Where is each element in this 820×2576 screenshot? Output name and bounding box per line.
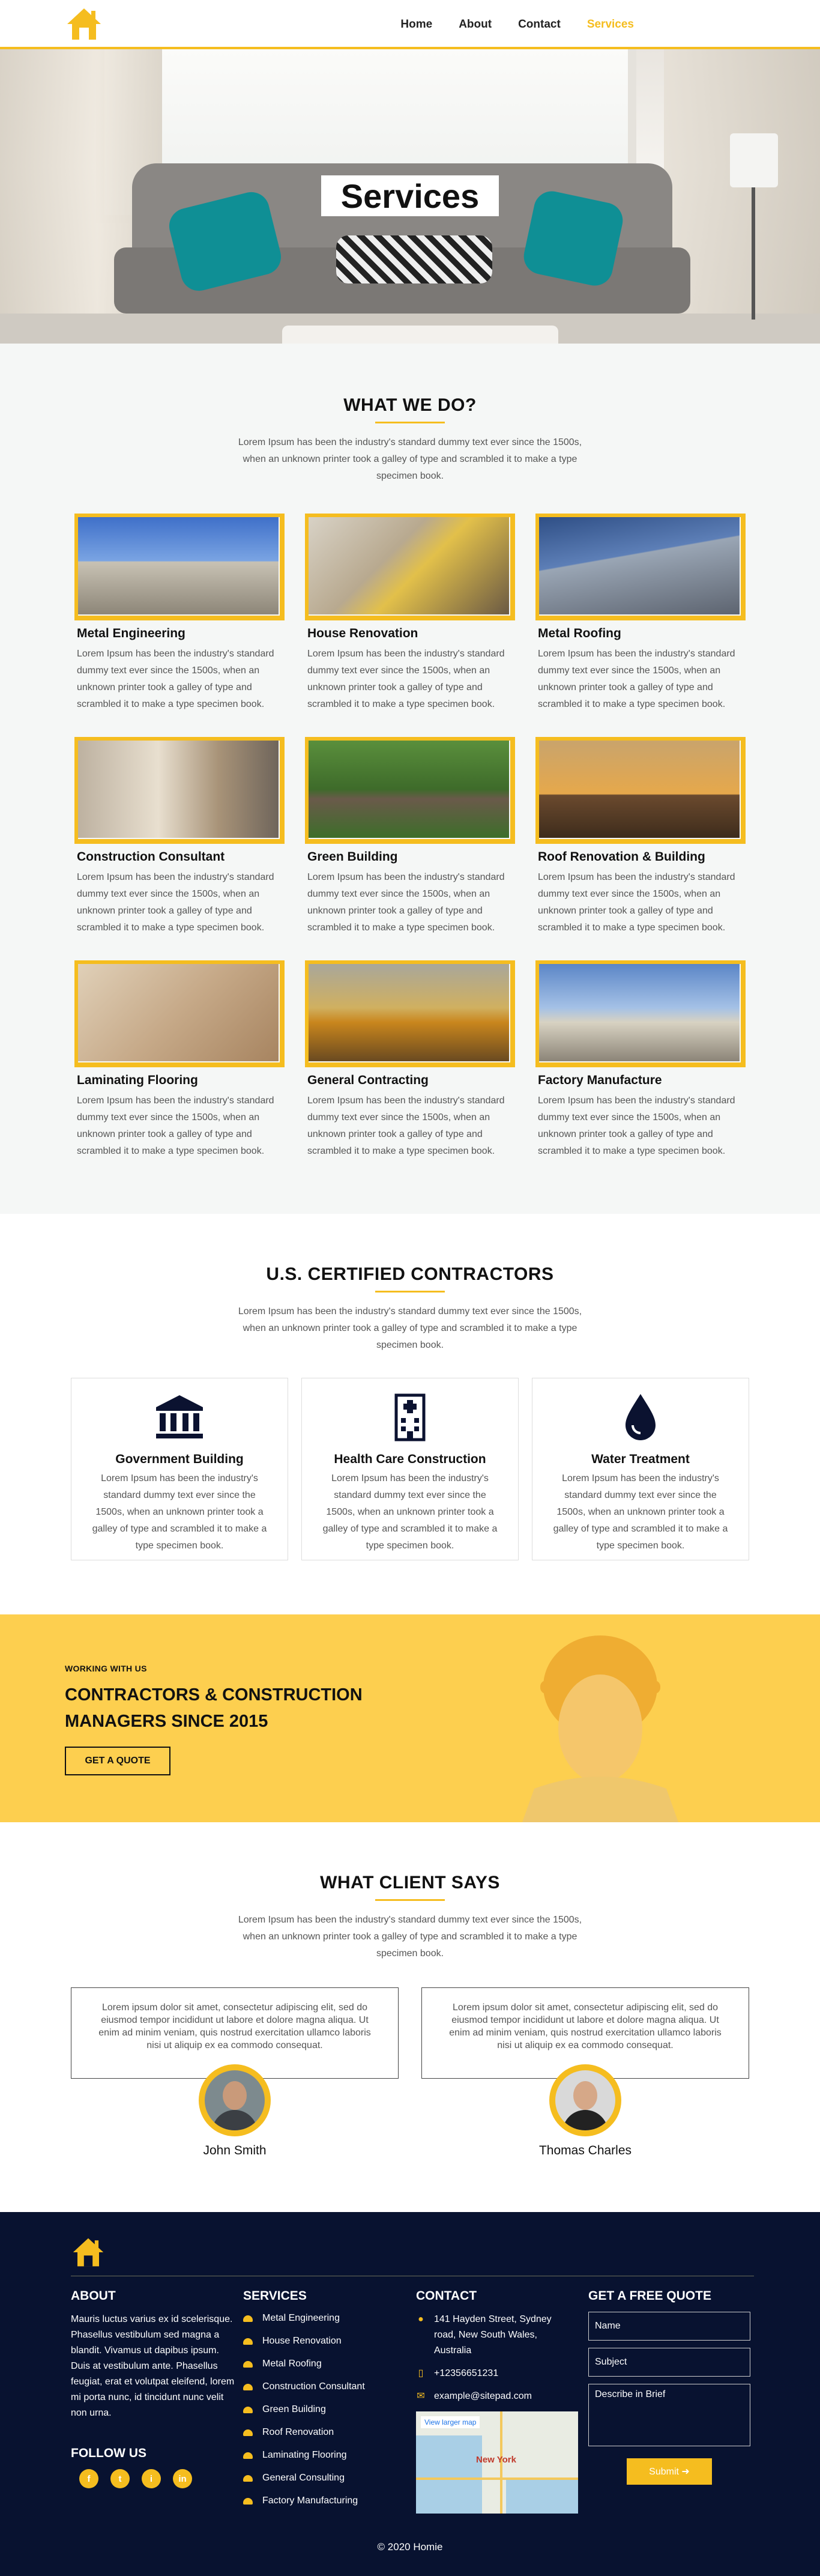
hero-lamp-pole [752,187,755,320]
follow-title: FOLLOW US [71,2446,146,2460]
facebook-icon[interactable]: f [79,2469,98,2488]
service-text: Lorem Ipsum has been the industry's standard dummy text ever since the 1500s, when an unknown printer took a galley of type and scrambled it to make a type specimen book. [307,1096,505,1156]
clients-title: WHAT CLIENT SAYS [320,1873,500,1893]
cert-text: Lorem Ipsum has been the industry's standard dummy text ever since the 1500s, when an unknown printer took a galley of type and scrambled it to make a type specimen book. [92,1473,267,1551]
hero-lamp [730,133,778,187]
copyright: © 2020 Homie [377,2541,443,2553]
map-water [416,2435,482,2514]
cert-card[interactable] [301,1378,519,1560]
about-text: Mauris luctus varius ex id scelerisque. Phasellus vestibulum sed magna a blandit. Vivamus ut dapibus ipsum. Duis at vestibulum ante. Phasellus feugiat, erat et volutpat eleifend, lorem mi porta nunc, id tincidunt nunc velit non urna. [71,2314,235,2418]
hard-hat-icon [243,2498,253,2505]
certified-title: U.S. CERTIFIED CONTRACTORS [266,1264,554,1284]
service-name: Metal Roofing [538,626,621,640]
service-image [535,737,746,844]
footer-home-logo-icon[interactable] [71,2236,106,2268]
service-card[interactable] [74,737,285,936]
hard-hat-icon [243,2338,253,2345]
page-title: Services [321,175,499,216]
avatar [549,2064,621,2136]
service-name: Factory Manufacture [538,1073,662,1087]
cert-name: Health Care Construction [334,1452,486,1466]
clients-description: Lorem Ipsum has been the industry's standard dummy text ever since the 1500s, when an unknown printer took a galley of type and scrambled it to make a type specimen book. [238,1915,582,1959]
client-name: John Smith [203,2144,267,2157]
hard-hat-icon [243,2384,253,2390]
hard-hat-icon [243,2475,253,2482]
nav-services[interactable]: Services [586,18,634,31]
hard-hat-icon [243,2452,253,2459]
title-underline [375,1291,445,1293]
site-header [0,0,820,49]
nav-contact[interactable]: Contact [518,18,561,31]
service-card[interactable] [74,960,285,1160]
service-text: Lorem Ipsum has been the industry's standard dummy text ever since the 1500s, when an unknown printer took a galley of type and scrambled it to make a type specimen book. [77,1096,274,1156]
service-name: General Contracting [307,1073,429,1087]
service-image [535,960,746,1067]
subject-input[interactable] [588,2348,750,2377]
map-water [506,2478,578,2514]
footer-service-link[interactable]: House Renovation [243,2330,365,2353]
footer-service-link[interactable]: Green Building [243,2398,365,2421]
service-image [305,960,515,1067]
testimonial-quote: Lorem ipsum dolor sit amet, consectetur adipiscing elit, sed do eiusmod tempor incididunt ut labore et dolore magna aliqua. Ut enim ad minim veniam, quis nostrud exercitation ullamco laboris nisi ut aliquip ex ea commodo consequat. [421,1987,749,2079]
testimonial-person [421,2064,749,2158]
service-text: Lorem Ipsum has been the industry's standard dummy text ever since the 1500s, when an unknown printer took a galley of type and scrambled it to make a type specimen book. [538,1096,735,1156]
services-section [0,344,820,1214]
about-title: ABOUT [71,2289,116,2303]
banner-kicker: WORKING WITH US [65,1664,147,1673]
hero-pillow-pattern [336,235,492,283]
services-description: Lorem Ipsum has been the industry's standard dummy text ever since the 1500s, when an unknown printer took a galley of type and scrambled it to make a type specimen book. [238,437,582,481]
footer-service-link[interactable]: Metal Roofing [243,2353,365,2375]
footer-about [71,2289,239,2421]
hard-hat-icon [243,2315,253,2322]
service-name: Green Building [307,850,398,864]
certified-description: Lorem Ipsum has been the industry's standard dummy text ever since the 1500s, when an unknown printer took a galley of type and scrambled it to make a type specimen book. [238,1306,582,1350]
name-input[interactable] [588,2312,750,2341]
service-name: House Renovation [307,626,418,640]
service-card[interactable] [305,514,515,713]
service-image [74,737,285,844]
service-image [305,737,515,844]
service-card[interactable] [74,514,285,713]
view-larger-map-link[interactable]: View larger map [421,2416,480,2428]
home-logo-icon[interactable] [65,6,103,42]
cert-name: Government Building [115,1452,244,1466]
cert-text: Lorem Ipsum has been the industry's standard dummy text ever since the 1500s, when an unknown printer took a galley of type and scrambled it to make a type specimen book. [322,1473,498,1551]
certified-section [0,1214,820,1614]
bank-icon [152,1389,207,1443]
nav-home[interactable]: Home [400,18,433,31]
service-card[interactable] [535,514,746,713]
service-card[interactable] [535,737,746,936]
footer-service-link[interactable]: General Consulting [243,2467,365,2490]
certified-grid [71,1378,749,1560]
contact-email[interactable]: ✉ example@sitepad.com [416,2389,578,2404]
cert-text: Lorem Ipsum has been the industry's standard dummy text ever since the 1500s, when an unknown printer took a galley of type and scrambled it to make a type specimen book. [553,1473,728,1551]
quote-title: GET A FREE QUOTE [588,2289,711,2303]
service-card[interactable] [305,960,515,1160]
cert-card[interactable] [532,1378,749,1560]
service-card[interactable] [305,737,515,936]
hard-hat-icon [243,2361,253,2368]
social-links [71,2469,192,2488]
footer-contact [416,2289,578,2514]
footer-follow [71,2446,192,2488]
contact-address: ● 141 Hayden Street, Sydney road, New South Wales, Australia [416,2312,578,2359]
footer-service-link[interactable]: Factory Manufacturing [243,2490,365,2512]
site-footer [0,2212,820,2576]
services-title: WHAT WE DO? [343,395,477,415]
service-text: Lorem Ipsum has been the industry's standard dummy text ever since the 1500s, when an unknown printer took a galley of type and scrambled it to make a type specimen book. [307,649,505,709]
phone-icon: ▯ [418,2368,424,2378]
footer-service-list [243,2307,365,2512]
map-city-label: New York [476,2455,516,2465]
avatar [199,2064,271,2136]
testimonial [421,1987,749,2158]
service-image [305,514,515,620]
twitter-icon[interactable]: t [110,2469,130,2488]
arrow-right-icon: ➜ [681,2467,690,2477]
footer-services [243,2289,365,2512]
map-pin-icon: ● [418,2314,424,2324]
linkedin-icon[interactable]: in [173,2469,192,2488]
service-image [74,514,285,620]
get-quote-button[interactable]: GET A QUOTE [65,1747,170,1775]
footer-service-link[interactable]: Construction Consultant [243,2375,365,2398]
hard-hat-icon [243,2407,253,2413]
location-map[interactable] [416,2411,578,2514]
worker-image [498,1614,738,1822]
cert-card[interactable] [71,1378,288,1560]
testimonials-section [0,1822,820,2212]
testimonial-grid [71,1987,749,2158]
service-card[interactable] [535,960,746,1160]
cta-banner [0,1614,820,1822]
title-underline [375,422,445,423]
service-name: Roof Renovation & Building [538,850,705,864]
main-nav [400,18,634,31]
submit-button[interactable]: Submit ➜ [627,2458,712,2485]
brief-textarea[interactable] [588,2384,750,2446]
service-text: Lorem Ipsum has been the industry's standard dummy text ever since the 1500s, when an unknown printer took a galley of type and scrambled it to make a type specimen book. [538,872,735,933]
testimonial-person [71,2064,399,2158]
instagram-icon[interactable]: i [142,2469,161,2488]
water-drop-icon [613,1389,668,1443]
testimonial [71,1987,399,2158]
hero-banner [0,49,820,344]
cert-name: Water Treatment [591,1452,690,1466]
envelope-icon: ✉ [417,2391,425,2401]
service-text: Lorem Ipsum has been the industry's standard dummy text ever since the 1500s, when an unknown printer took a galley of type and scrambled it to make a type specimen book. [77,872,274,933]
contact-list [416,2312,578,2404]
footer-service-link[interactable]: Metal Engineering [243,2307,365,2330]
service-image [74,960,285,1067]
client-name: Thomas Charles [538,2144,632,2157]
contact-phone[interactable]: ▯ +12356651231 [416,2366,578,2381]
hard-hat-icon [243,2429,253,2436]
service-text: Lorem Ipsum has been the industry's standard dummy text ever since the 1500s, when an unknown printer took a galley of type and scrambled it to make a type specimen book. [538,649,735,709]
footer-service-link[interactable]: Roof Renovation [243,2421,365,2444]
map-road [416,2478,578,2480]
service-name: Metal Engineering [77,626,185,640]
service-text: Lorem Ipsum has been the industry's standard dummy text ever since the 1500s, when an unknown printer took a galley of type and scrambled it to make a type specimen book. [307,872,505,933]
banner-heading: CONTRACTORS & CONSTRUCTION MANAGERS SINCE 2015 [65,1685,363,1731]
service-text: Lorem Ipsum has been the industry's standard dummy text ever since the 1500s, when an unknown printer took a galley of type and scrambled it to make a type specimen book. [77,649,274,709]
services-footer-title: SERVICES [243,2289,307,2303]
testimonial-quote: Lorem ipsum dolor sit amet, consectetur adipiscing elit, sed do eiusmod tempor incididunt ut labore et dolore magna aliqua. Ut enim ad minim veniam, quis nostrud exercitation ullamco laboris nisi ut aliquip ex ea commodo consequat. [71,1987,399,2079]
service-name: Construction Consultant [77,850,225,864]
contact-title: CONTACT [416,2289,477,2303]
title-underline [375,1899,445,1901]
hero-table [282,326,558,344]
services-grid [74,514,746,1160]
footer-service-link[interactable]: Laminating Flooring [243,2444,365,2467]
nav-about[interactable]: About [459,18,492,31]
service-name: Laminating Flooring [77,1073,198,1087]
hospital-icon [383,1389,437,1443]
quote-form [588,2289,750,2485]
service-image [535,514,746,620]
